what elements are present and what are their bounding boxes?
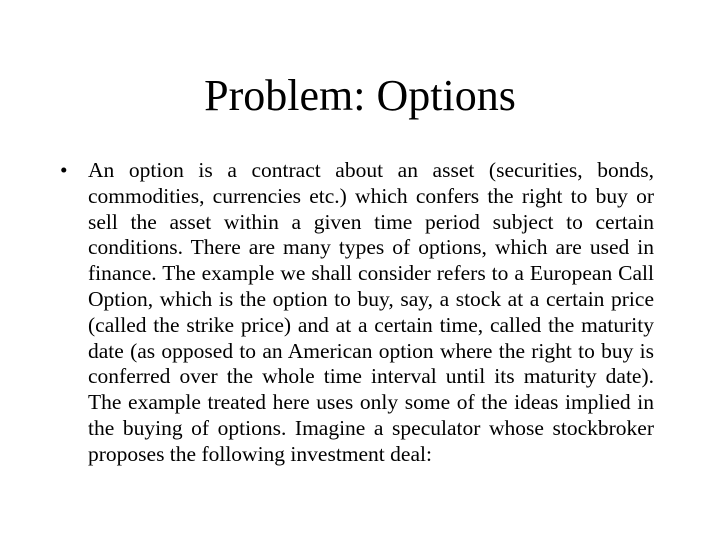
bullet-list (60, 158, 654, 468)
bullet-text: An option is a contract about an asset (securities, bonds, commodities, currencies etc.) which confers the right to buy or sell the asset within a given time period subject to certain conditions. There are many types of options, which are used in finance. The example we shall consider refers to a European Call Option, which is the option to buy, say, a stock at a certain price (called the strike price) and at a certain time, called the maturity date (as opposed to an American option where the right to buy is conferred over the whole time interval until its maturity date). The example treated here uses only some of the ideas implied in the buying of options. Imagine a speculator whose stockbroker proposes the following investment deal: (88, 158, 654, 466)
bullet-marker: • (60, 158, 68, 182)
bullet-item (60, 158, 654, 468)
slide-title: Problem: Options (204, 71, 516, 120)
